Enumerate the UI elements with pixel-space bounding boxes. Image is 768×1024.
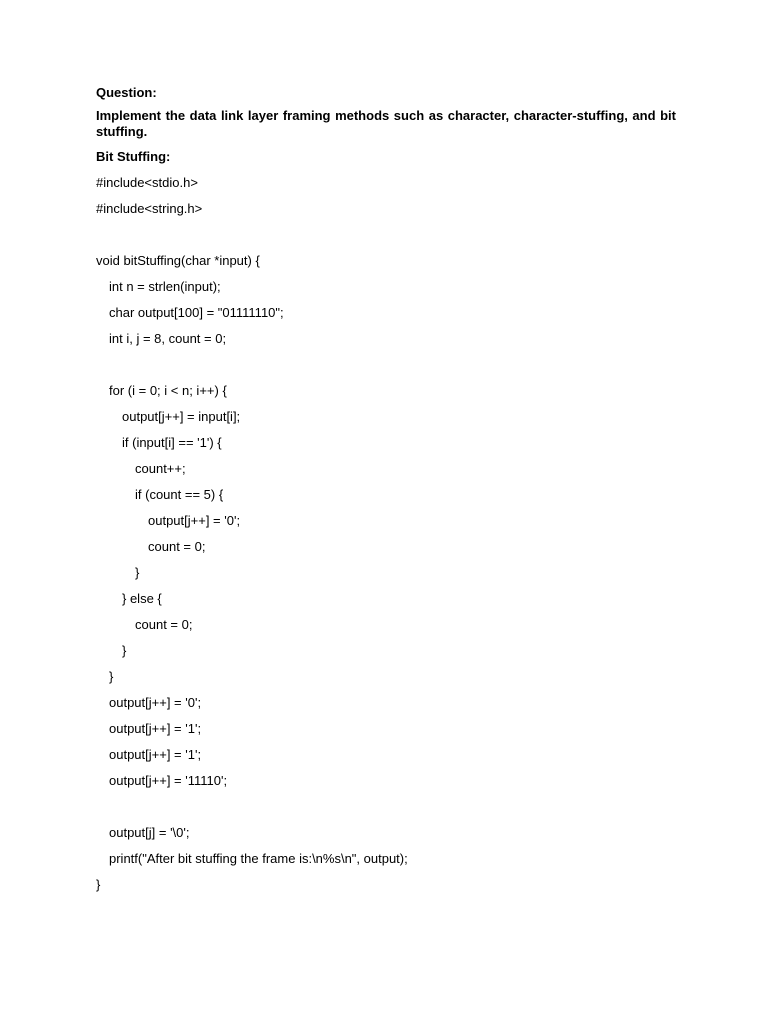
code-line: int n = strlen(input); bbox=[109, 279, 221, 294]
code-line: output[j++] = '1'; bbox=[109, 721, 202, 736]
code-line bbox=[96, 798, 676, 824]
code-line: output[j] = '\0'; bbox=[109, 825, 190, 840]
code-line: output[j++] = input[i]; bbox=[122, 409, 241, 424]
code-line bbox=[96, 226, 676, 252]
code-line: int i, j = 8, count = 0; bbox=[109, 331, 227, 346]
code-line: if (count == 5) { bbox=[135, 487, 224, 502]
code-line: #include<string.h> bbox=[96, 201, 203, 216]
code-line: #include<stdio.h> bbox=[96, 175, 198, 190]
document-content bbox=[96, 84, 676, 902]
code-line: printf("After bit stuffing the frame is:\n%s\n", output); bbox=[109, 851, 408, 866]
code-line: char output[100] = "01111110"; bbox=[109, 305, 284, 320]
code-line: void bitStuffing(char *input) { bbox=[96, 253, 260, 268]
code-line: for (i = 0; i < n; i++) { bbox=[109, 383, 227, 398]
code-line: count++; bbox=[135, 461, 186, 476]
code-line: output[j++] = '0'; bbox=[148, 513, 241, 528]
code-line: } bbox=[122, 643, 127, 658]
code-line: count = 0; bbox=[135, 617, 193, 632]
question-heading: Question: bbox=[96, 85, 157, 100]
code-line: } bbox=[109, 669, 114, 684]
code-line: } else { bbox=[122, 591, 162, 606]
code-line: } bbox=[96, 877, 101, 892]
question-text: Implement the data link layer framing methods such as character, character-stuffing, and bit stuffing. bbox=[96, 108, 676, 139]
section-title: Bit Stuffing: bbox=[96, 149, 171, 164]
code-line: output[j++] = '1'; bbox=[109, 747, 202, 762]
code-block bbox=[96, 174, 676, 902]
code-line bbox=[96, 356, 676, 382]
code-line: output[j++] = '0'; bbox=[109, 695, 202, 710]
code-line: } bbox=[135, 565, 140, 580]
code-line: count = 0; bbox=[148, 539, 206, 554]
code-line: output[j++] = '11110'; bbox=[109, 773, 228, 788]
code-line: if (input[i] == '1') { bbox=[122, 435, 222, 450]
